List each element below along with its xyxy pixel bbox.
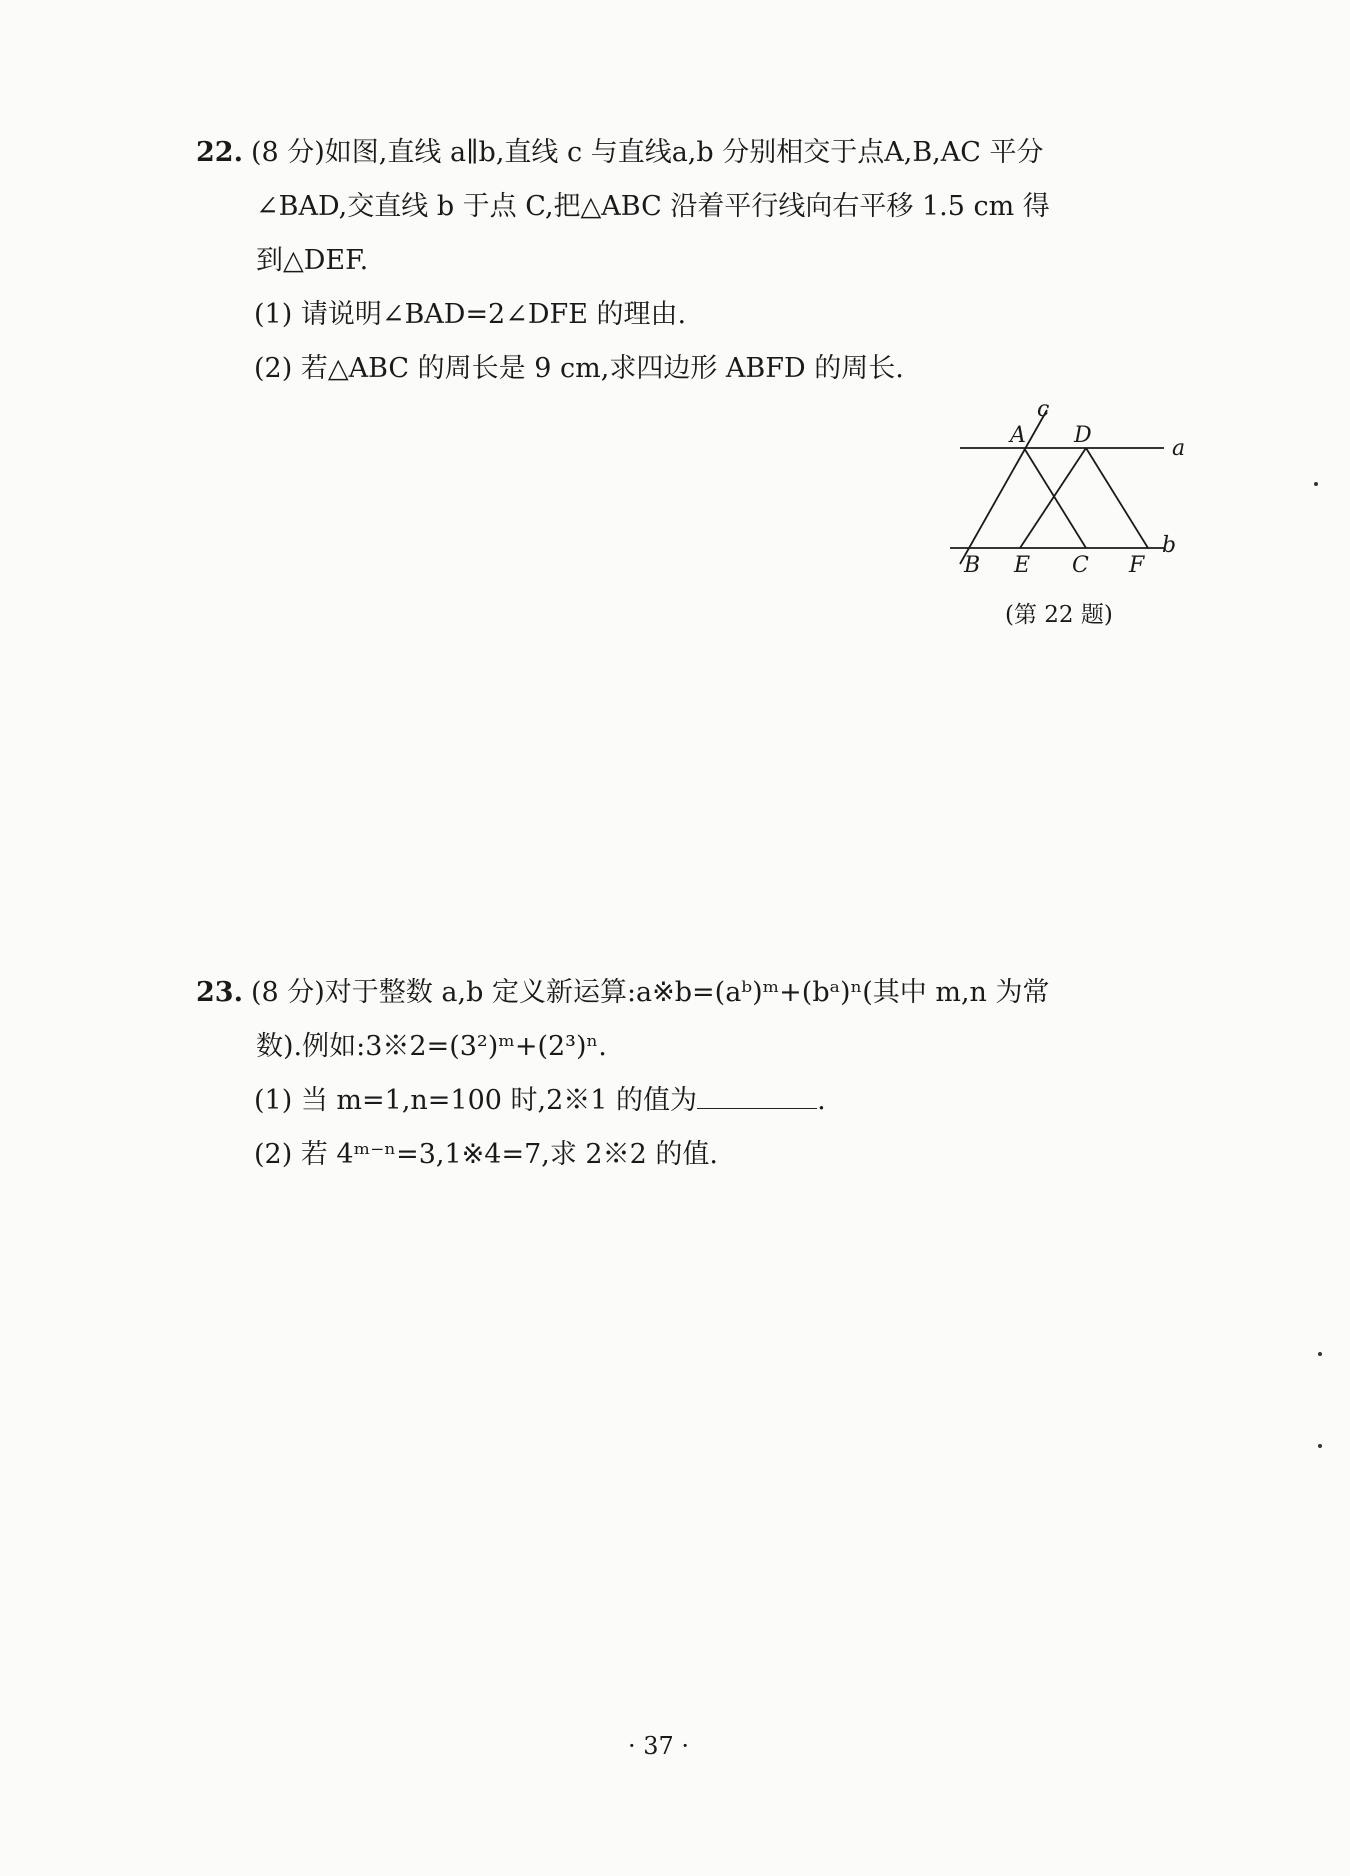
answer-blank[interactable] bbox=[697, 1078, 817, 1109]
problem-22-number: 22. bbox=[196, 137, 243, 168]
problem-23-number: 23. bbox=[196, 977, 243, 1008]
scan-speck bbox=[1314, 482, 1318, 486]
problem-23-line-2 bbox=[196, 1020, 1196, 1074]
scan-speck bbox=[1318, 1444, 1322, 1448]
problem-22-line-2 bbox=[196, 180, 1196, 234]
line-c bbox=[960, 410, 1047, 564]
problem-22-text-3: 到△DEF. bbox=[256, 245, 369, 276]
problem-22-line-1 bbox=[196, 126, 1196, 180]
problem-23-line-1 bbox=[196, 966, 1196, 1020]
problem-22-question-1-text: (1) 请说明∠BAD=2∠DFE 的理由. bbox=[254, 299, 687, 330]
label-e-point: E bbox=[1014, 553, 1031, 578]
problem-23-text-1: (8 分)对于整数 a,b 定义新运算:a※b=(aᵇ)ᵐ+(bᵃ)ⁿ(其中 m,n 为常 bbox=[250, 977, 1050, 1008]
problem-23-question-1 bbox=[196, 1074, 1196, 1128]
problem-22-question-2-text: (2) 若△ABC 的周长是 9 cm,求四边形 ABFD 的周长. bbox=[254, 353, 904, 384]
segment-df bbox=[1086, 448, 1148, 548]
problem-23-question-1-text: (1) 当 m=1,n=100 时,2※1 的值为 bbox=[254, 1085, 698, 1116]
problem-23-question-2 bbox=[196, 1128, 1196, 1182]
problem-22-text-2: ∠BAD,交直线 b 于点 C,把△ABC 沿着平行线向右平移 1.5 cm 得 bbox=[256, 191, 1050, 222]
problem-22-line-3 bbox=[196, 234, 1196, 288]
label-c: c bbox=[1037, 397, 1050, 422]
problem-23 bbox=[196, 966, 1196, 1182]
label-c-point: C bbox=[1072, 553, 1089, 578]
label-b-point: B bbox=[964, 553, 981, 578]
problem-22-question-2 bbox=[196, 342, 1196, 396]
problem-23-question-1-end: . bbox=[817, 1085, 826, 1116]
scan-speck bbox=[1318, 1352, 1322, 1356]
problem-22-question-1 bbox=[196, 288, 1196, 342]
label-f-point: F bbox=[1129, 553, 1145, 578]
problem-23-text-2: 数).例如:3※2=(3²)ᵐ+(2³)ⁿ. bbox=[256, 1031, 607, 1062]
label-d-point: D bbox=[1074, 423, 1092, 448]
label-a-line: a bbox=[1172, 436, 1186, 461]
problem-22-text-1: (8 分)如图,直线 a∥b,直线 c 与直线a,b 分别相交于点A,B,AC 平分 bbox=[250, 137, 1044, 168]
figure-caption: (第 22 题) bbox=[1005, 602, 1113, 628]
label-a-point: A bbox=[1010, 423, 1026, 448]
problem-23-question-2-text: (2) 若 4ᵐ⁻ⁿ=3,1※4=7,求 2※2 的值. bbox=[254, 1139, 718, 1170]
page-number: · 37 · bbox=[628, 1732, 690, 1760]
label-b-line: b bbox=[1162, 533, 1177, 558]
problem-22 bbox=[196, 126, 1196, 396]
geometry-diagram bbox=[940, 392, 1200, 592]
